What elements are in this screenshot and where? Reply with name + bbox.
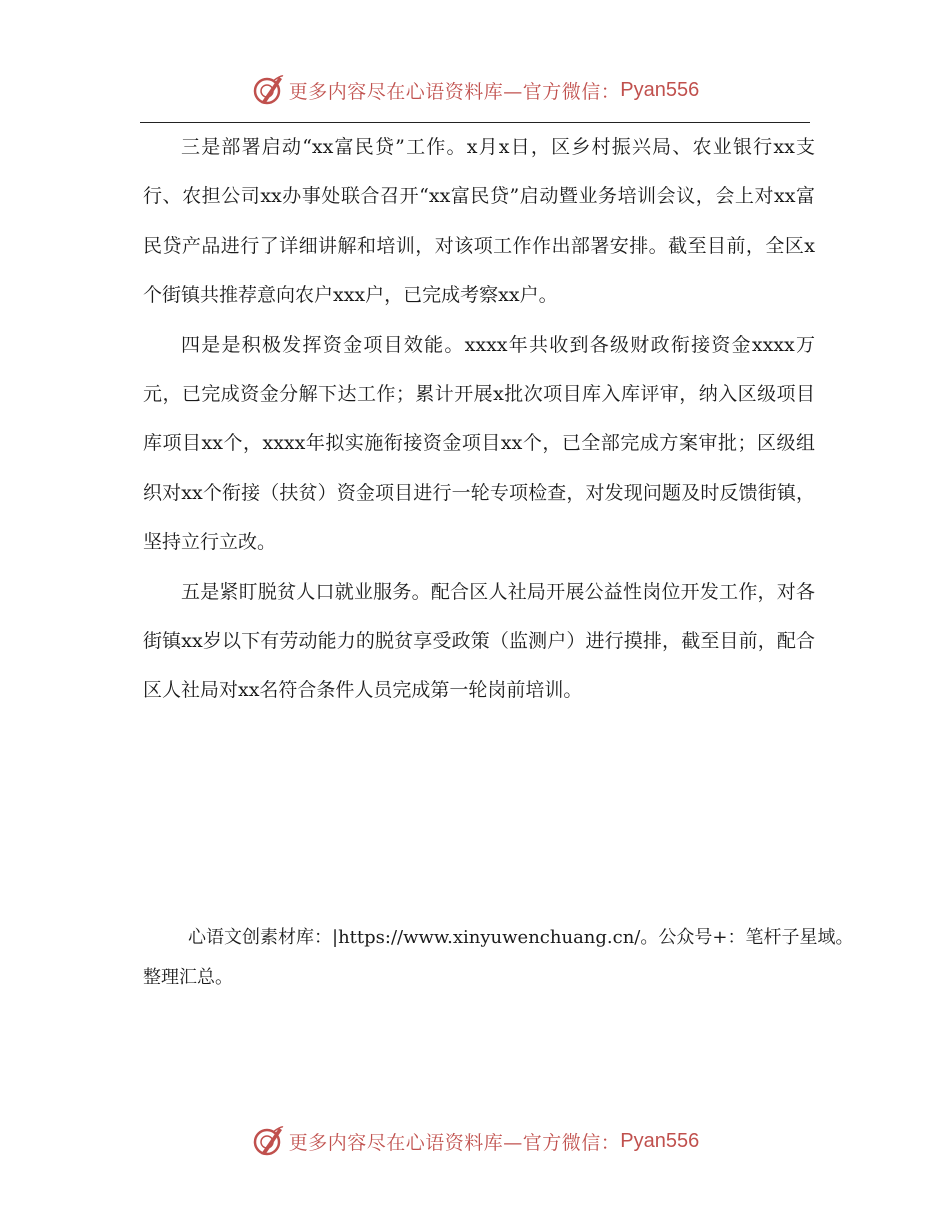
paragraph-4: 四是是积极发挥资金项目效能。xxxx年共收到各级财政衔接资金xxxx万元，已完成资金分解下达工作；累计开展x批次项目库入库评审，纳入区级项目库项目xx个，xxxx年拟实施衔接资金项目xx个，已全部完成方案审批；区级组织对xx个衔接（扶贫）资金项目进行一轮专项检查，对发现问题及时反馈街镇，坚持立行立改。 [143,333,815,554]
document-body [143,123,815,716]
source-note-line-2: 整理汇总。 [143,967,233,988]
quill-logo-icon [251,73,285,107]
paragraph-3: 三是部署启动“xx富民贷”工作。x月x日，区乡村振兴局、农业银行xx支行、农担公司xx办事处联合召开“xx富民贷”启动暨业务培训会议，会上对xx富民贷产品进行了详细讲解和培训，对该项工作作出部署安排。截至目前，全区x个街镇共推荐意向农户xxx户，已完成考察xx户。 [143,136,815,307]
banner-wechat-id: Pyan556 [620,78,700,101]
banner-wechat-id: Pyan556 [620,1129,700,1152]
paragraph-5: 五是紧盯脱贫人口就业服务。配合区人社局开展公益性岗位开发工作，对各街镇xx岁以下有劳动能力的脱贫享受政策（监测户）进行摸排，截至目前，配合区人社局对xx名符合条件人员完成第一轮岗前培训。 [143,580,815,702]
quill-logo-icon [251,1124,285,1158]
source-note-line-1: 心语文创素材库：|https://www.xinyuwenchuang.cn/。公众号+：笔杆子星域。 [188,927,854,948]
header-banner [0,70,950,110]
source-note [143,918,854,998]
banner-text: 更多内容尽在心语资料库—官方微信： [288,80,621,103]
banner-text: 更多内容尽在心语资料库—官方微信： [288,1131,621,1154]
footer-banner [0,1121,950,1161]
